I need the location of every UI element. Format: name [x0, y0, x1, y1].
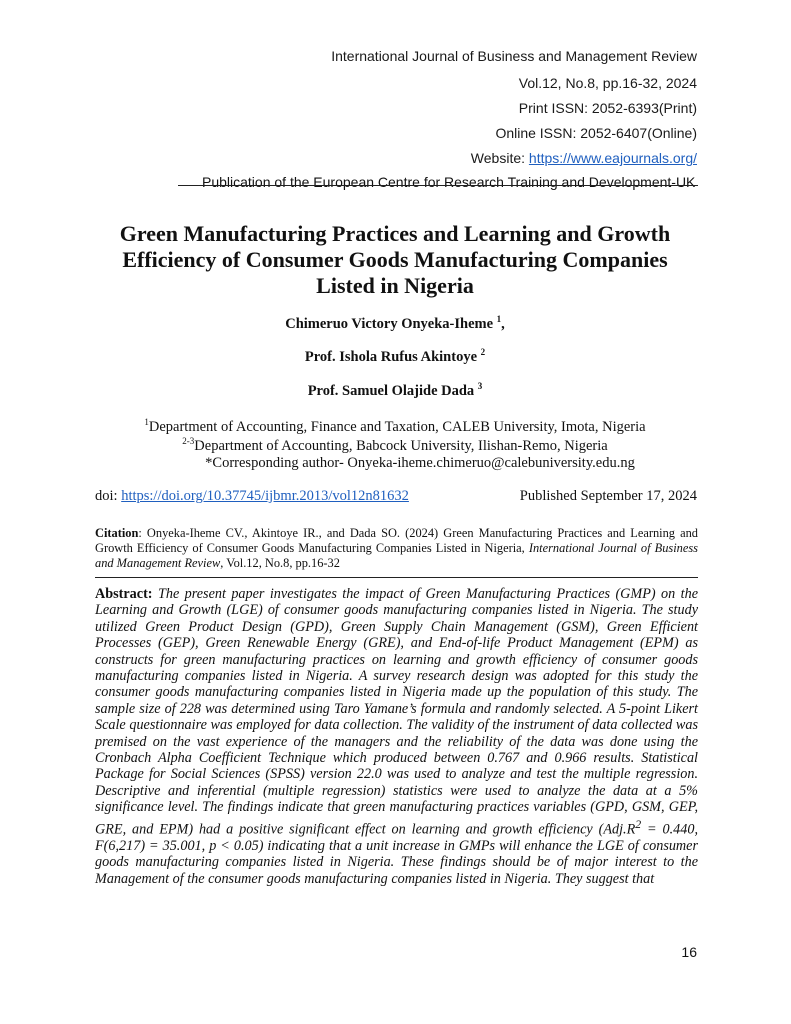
website-label: Website: — [470, 150, 529, 166]
affiliation-2: $^{2-3}$Department of Accounting, Babcock University, Ilishan-Remo, Nigeria — [182, 436, 608, 454]
abstract-label: Abstract: — [95, 586, 153, 602]
published-date: Published September 17, 2024 — [519, 488, 697, 504]
paper-title: Green Manufacturing Practices and Learning and Growth Efficiency of Consumer Goods Manufacturing Companies Listed in Nigeria — [119, 221, 671, 298]
author-2: Prof. Ishola Rufus Akintoye $^2$ — [304, 347, 486, 365]
doi-label: doi: — [95, 488, 122, 504]
print-issn: Print ISSN: 2052-6393(Print) — [518, 100, 697, 116]
website-link[interactable]: https://www.eajournals.org/ — [528, 150, 697, 166]
doi-link[interactable]: https://doi.org/10.37745/ijbmr.2013/vol12n81632 — [121, 488, 409, 504]
page-number: 16 — [681, 944, 697, 960]
author-1: Chimeruo Victory Onyeka-Iheme $^1$, — [285, 314, 505, 332]
volume-info: Vol.12, No.8, pp.16-32, 2024 — [518, 75, 697, 91]
citation: Citation: Onyeka-Iheme CV., Akintoye IR., and Dada SO. (2024) Green Manufacturing Practices and Learning and Growth Efficiency of Consumer Goods Manufacturing Companies Listed in Nigeria, International Journal of Business and Management Review, Vol.12, No.8, pp.16-32 — [95, 526, 699, 570]
abstract: Abstract: The present paper investigates the impact of Green Manufacturing Practices (GMP) on the Learning and Growth (LGE) of consumer goods manufacturing companies listed in Nigeria. The study utilized Green Product Design (GPD), Green Supply Chain Management (GSM), Green Efficient Processes (GEP), Green Renewable Energy (GRE), and End-of-life Product Management (EPM) as constructs for green manufacturing practices on learning and growth efficiency of consumer goods manufacturing companies listed in Nigeria. A survey research design was adopted for this study the consumer goods manufacturing companies listed in Nigeria made up the population of this study. The sample size of 228 was determined using Taro Yamane’s formula and randomly selected. A 5-point Likert Scale questionnaire was employed for data collection. The validity of the instrument of data collected was premised on the vast experience of the managers and the reliability of the data was done using the Cronbach Alpha Coefficient Technique which produced between 0.767 and 0.966 results. Statistical Package for Social Sciences (SPSS) version 22.0 was used to analyze and test the multiple regression. Descriptive and inferential (multiple regression) statistics were used to analyze the data at a 5% significance level. The findings indicate that green manufacturing practices variables (GPD, GSM, GEP, GRE, and EPM) had a positive significant effect on learning and growth efficiency ($Adj.R^2 = 0.440$, F(6,217) = 35.001, p < 0.05) indicating that a unit increase in GMPs will enhance the LGE of consumer goods manufacturing companies listed in Nigeria. These findings should be of major interest to the Management of the consumer goods manufacturing companies listed in Nigeria. They suggest that — [95, 586, 698, 887]
citation-divider — [95, 577, 698, 578]
journal-name: International Journal of Business and Management Review — [331, 48, 697, 64]
affiliation-1: $^1$Department of Accounting, Finance and Taxation, CALEB University, Imota, Nigeria — [144, 417, 646, 435]
header-divider — [178, 185, 698, 186]
publisher-line: Publication of the European Centre for Research Training and Development-UK — [202, 174, 696, 190]
author-3: Prof. Samuel Olajide Dada $^3$ — [307, 381, 483, 399]
online-issn: Online ISSN: 2052-6407(Online) — [495, 125, 697, 141]
corresponding-author: *Corresponding author- Onyeka-iheme.chimeruo@calebuniversity.edu.ng — [205, 455, 635, 471]
citation-label: Citation — [95, 526, 139, 540]
doi-line — [95, 488, 409, 505]
website-line — [471, 150, 697, 166]
